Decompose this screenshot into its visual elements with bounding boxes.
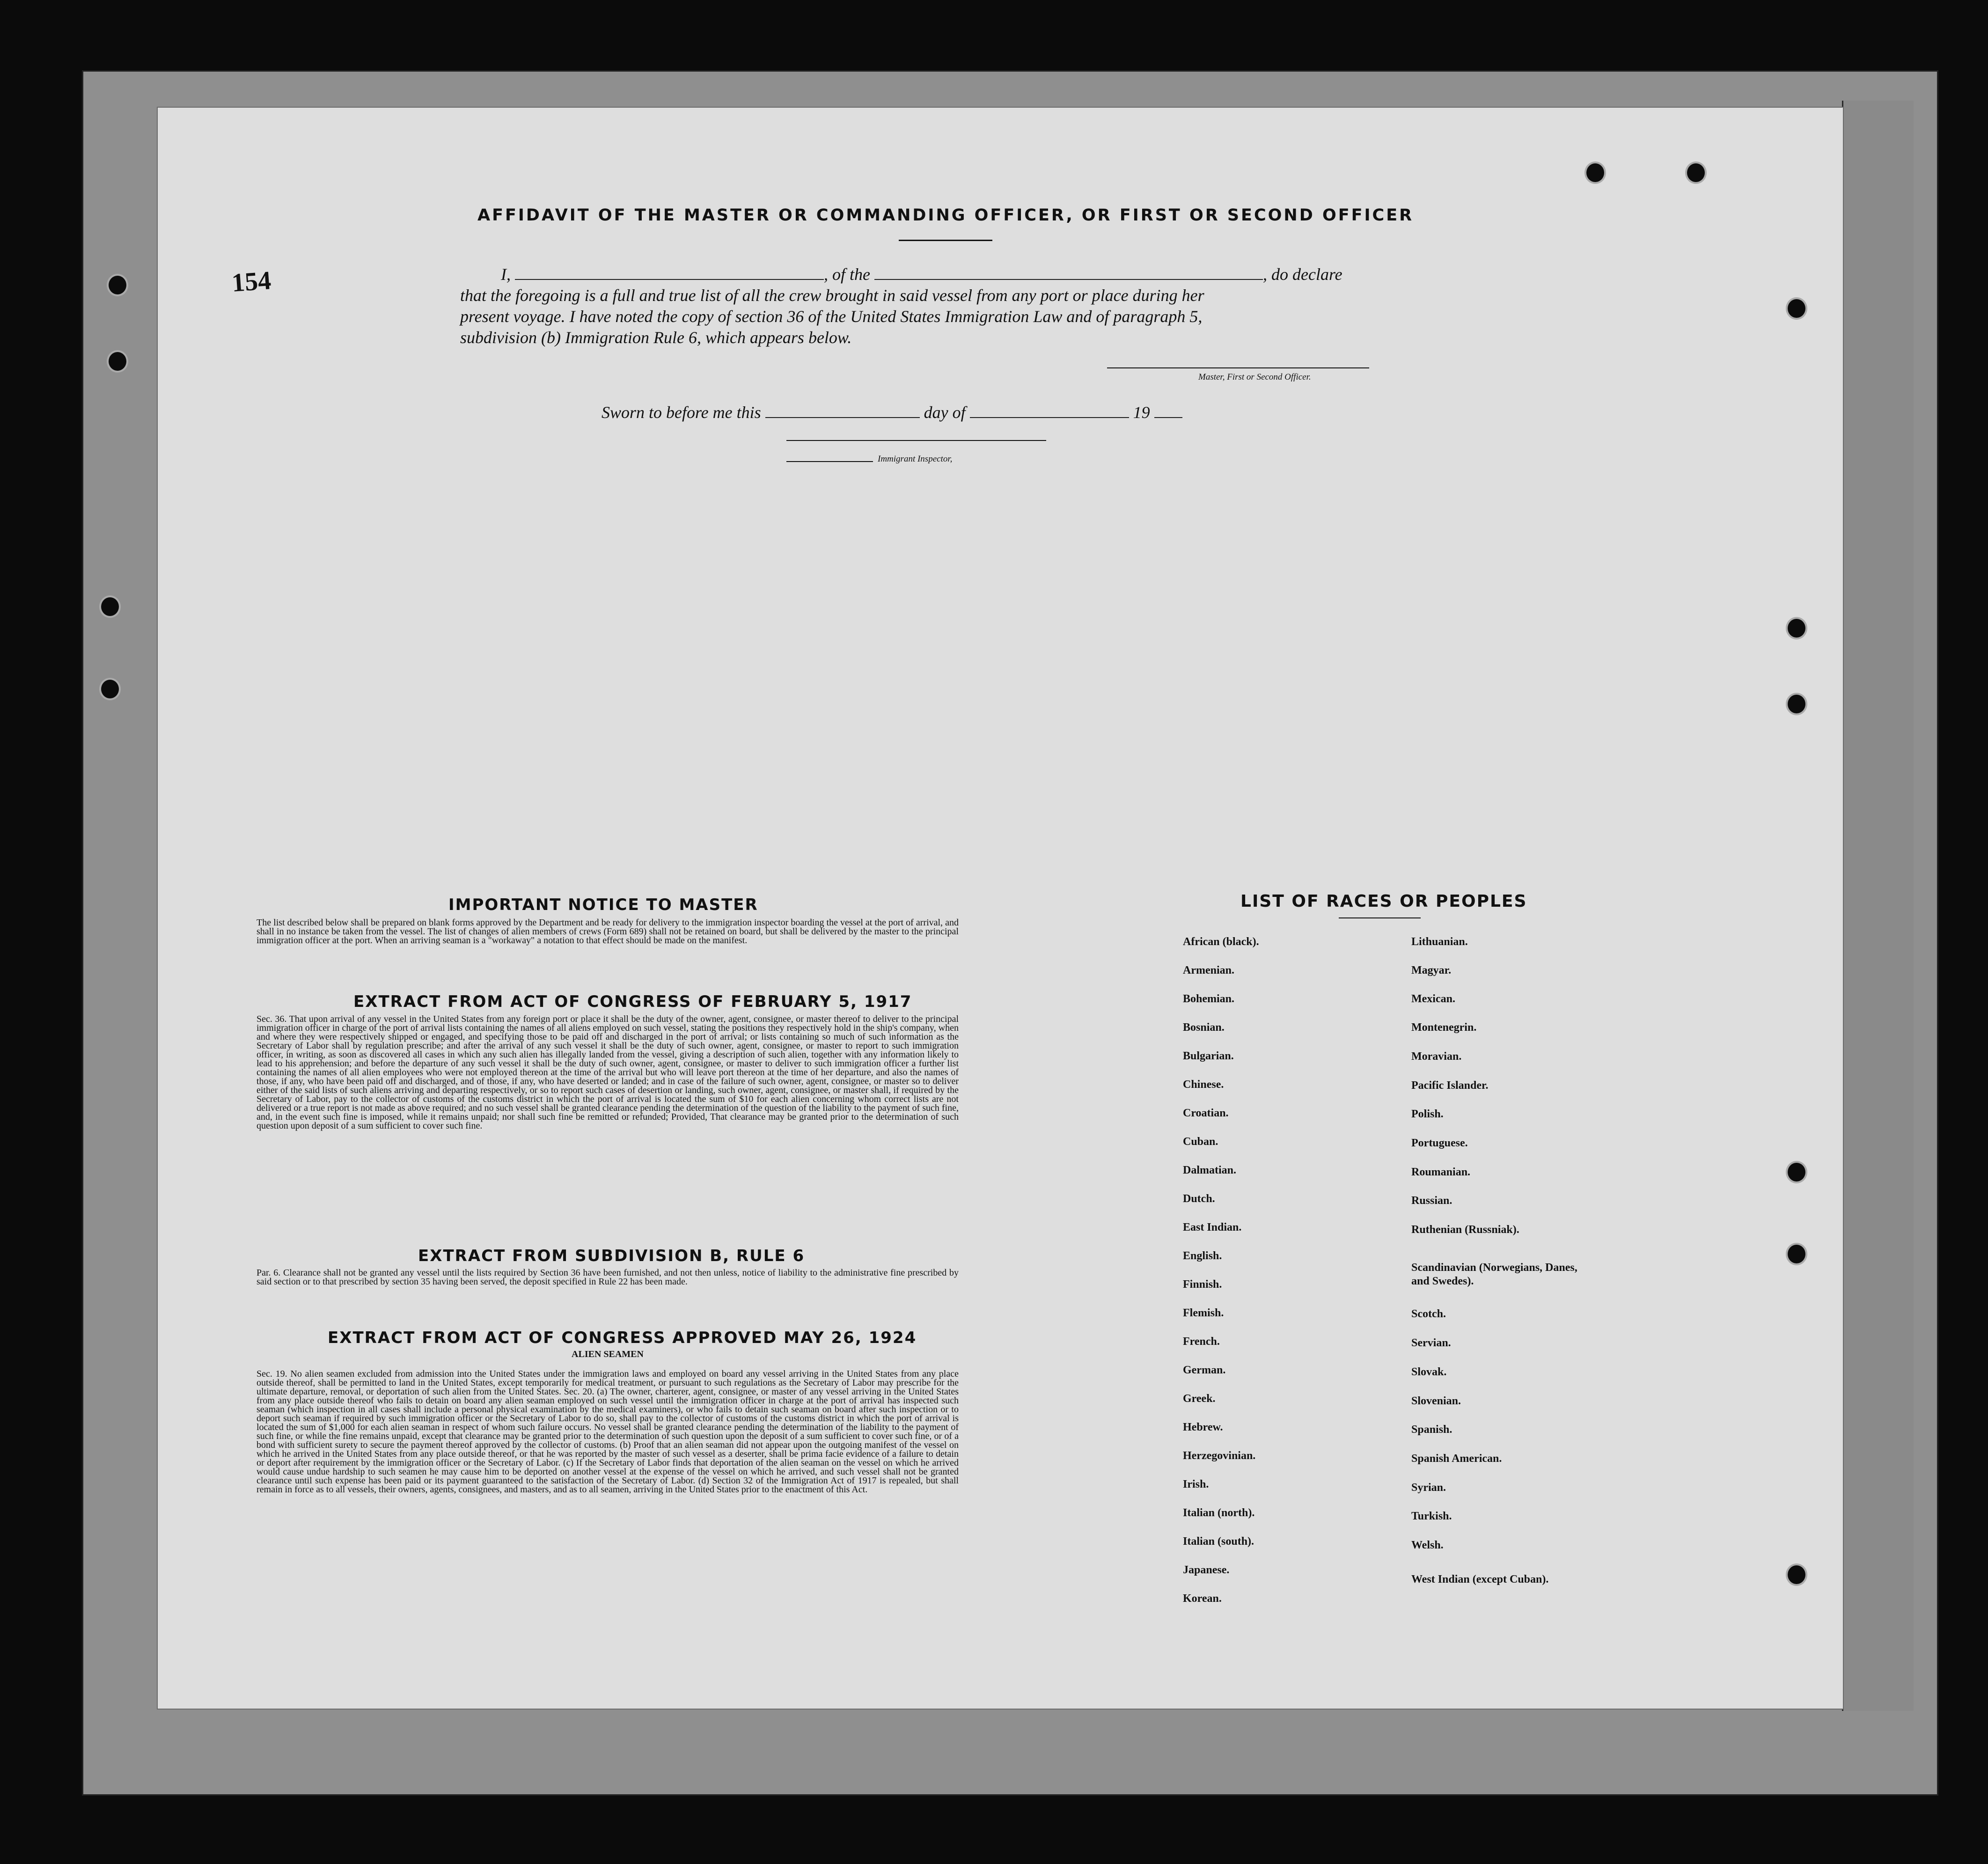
race-item: Irish. <box>1183 1478 1209 1490</box>
race-item: Ruthenian (Russniak). <box>1411 1224 1519 1236</box>
notice-heading: IMPORTANT NOTICE TO MASTER <box>448 895 758 914</box>
race-item: Polish. <box>1411 1108 1444 1120</box>
subdivision-heading: EXTRACT FROM SUBDIVISION B, RULE 6 <box>418 1247 805 1265</box>
race-item: Moravian. <box>1411 1050 1462 1063</box>
binder-hole-icon <box>1786 693 1807 715</box>
sworn-day-of: day of <box>924 403 966 422</box>
race-item: Italian (south). <box>1183 1535 1254 1548</box>
race-item: Dalmatian. <box>1183 1164 1236 1176</box>
notice-text: The list described below shall be prepared on blank forms approved by the Department and be ready for delivery to the immigration inspector boarding the vessel at the port of arrival, and shall in no instance be taken from the vessel. The list of changes of alien members of crews (Form 689) shall not be retained on board, but shall be delivered by the master to the principal immigration officer at the port. When an arriving seaman is a "workaway" a notation to that effect should be made on the manifest. <box>257 917 959 946</box>
inspector-caption: Immigrant Inspector, <box>878 454 953 464</box>
title-underline <box>899 240 992 241</box>
binder-hole-icon <box>99 595 121 618</box>
race-item: Chinese. <box>1183 1079 1224 1091</box>
inspector-line[interactable] <box>786 440 1046 441</box>
race-item: Herzegovinian. <box>1183 1450 1256 1462</box>
race-item: German. <box>1183 1364 1226 1376</box>
race-item: West Indian (except Cuban). <box>1411 1573 1549 1585</box>
race-item: Armenian. <box>1183 964 1234 976</box>
race-item: Portuguese. <box>1411 1137 1468 1149</box>
extract-1917-text: Sec. 36. That upon arrival of any vessel in the United States from any foreign port or place it shall be the duty of the owner, agent, consignee, or master thereof to deliver to the principal immigration officer in charge of the port of arrival lists containing the names of all aliens employed on such vessel, stating the positions they respectively hold in the ship's company, when and where they were respectively shipped or engaged, and specifying those to be paid off and discharged in the port of arrival; or lists containing so much of such information as the Secretary of Labor shall by regulation prescribe; and after the arrival of any such vessel it shall be the duty of such owner, agent, consignee, or master to report to such immigration officer, in writing, as soon as discovered all cases in which any such alien has illegally landed from the vessel, giving a description of such alien, together with any information likely to lead to his apprehension; and before the departure of any such vessel it shall be the duty of such owner, agent, consignee, or master to deliver to such immigration officer a further list containing the names of all alien employees who were not employed thereon at the time of the arrival but who will leave port thereon at the time of her departure, and also the names of those, if any, who have been paid off and discharged, and of those, if any, who have deserted or landed; and in case of the failure of such owner, agent, consignee, or master so to deliver either of the said lists of such aliens arriving and departing respectively, or so to report such cases of desertion or landing, such owner, agent, consignee, or master shall, if required by the Secretary of Labor, pay to the collector of customs of the customs district in which the port of arrival is located the sum of $10 for each alien concerning whom correct lists are not delivered or a true report is not made as above required; and no such vessel shall be granted clearance pending the determination of the question of the liability to the payment of such fine, and, in the event such fine is imposed, while it remains unpaid; nor shall such fine be remitted or refunded; Provided, That clearance may be granted prior to the determination of such question upon deposit of a sum sufficient to cover such fine. <box>257 1014 959 1131</box>
page-edge-strip <box>1842 101 1914 1711</box>
affidavit-i: I, <box>501 265 511 284</box>
signature-caption: Master, First or Second Officer. <box>1198 372 1311 382</box>
affidavit-line-1 <box>501 264 1342 284</box>
race-item: Bohemian. <box>1183 993 1235 1005</box>
extract-1924-heading: EXTRACT FROM ACT OF CONGRESS APPROVED MAY 26, 1924 <box>328 1328 917 1347</box>
extract-1924-text: Sec. 19. No alien seamen excluded from admission into the United States under the immigration laws and employed on board any vessel arriving in the United States from any place outside thereof, shall be permitted to land in the United States, except temporarily for medical treatment, or pursuant to such regulations as the Secretary of Labor may prescribe for the ultimate departure, removal, or deportation of such alien from the United States. Sec. 20. (a) The owner, charterer, agent, consignee, or master of any vessel arriving in the United States from any place outside thereof who fails to detain on board any alien seaman employed on such vessel until the immigration officer in charge at the port of arrival has inspected such seaman (which inspection in all cases shall include a personal physical examination by the medical examiners), or who fails to detain such seaman on board after such inspection or to deport such seaman if required by such immigration officer or the Secretary of Labor to do so, shall pay to the collector of customs of the customs district in which the port of arrival is located the sum of $1,000 for each alien seaman in respect of whom such failure occurs. No vessel shall be granted clearance pending the determination of the liability to the payment of such fine, or while the fine remains unpaid, except that clearance may be granted prior to the determination of such question upon the deposit of a sum sufficient to cover such fine, or of a bond with sufficient surety to secure the payment thereof approved by the collector of customs. (b) Proof that an alien seaman did not appear upon the outgoing manifest of the vessel on which he arrived in the United States from any place outside thereof, or that he was reported by the master of such vessel as a deserter, shall be prima facie evidence of a failure to detain or deport after requirement by the immigration officer or the Secretary of Labor. (c) If the Secretary of Labor finds that deportation of the alien seaman on the vessel on which he arrived would cause undue hardship to such seamen he may cause him to be deported on another vessel at the expense of the vessel on which he arrived, and such vessel shall not be granted clearance until such expense has been paid or its payment guaranteed to the satisfaction of the Secretary of Labor. (d) Section 32 of the Immigration Act of 1917 is repealed, but shall remain in force as to all vessels, their owners, agents, consignees, and masters, and as to all seamen, arriving in the United States prior to the enactment of this Act. <box>257 1369 959 1495</box>
binder-hole-icon <box>1786 1161 1807 1183</box>
stamp-number: 154 <box>230 266 272 298</box>
race-item: Hebrew. <box>1183 1421 1223 1433</box>
binder-hole-icon <box>107 350 128 373</box>
race-item: Pacific Islander. <box>1411 1079 1489 1092</box>
inspector-line-short <box>786 461 873 462</box>
binder-hole-icon <box>1786 617 1807 639</box>
race-item: Welsh. <box>1411 1539 1444 1551</box>
affidavit-title: AFFIDAVIT OF THE MASTER OR COMMANDING OFFICER, OR FIRST OR SECOND OFFICER <box>477 206 1414 225</box>
race-item: Cuban. <box>1183 1136 1218 1148</box>
race-item: Russian. <box>1411 1195 1452 1207</box>
races-heading-underline <box>1339 917 1421 918</box>
extract-1917-heading: EXTRACT FROM ACT OF CONGRESS OF FEBRUARY 5, 1917 <box>353 992 912 1011</box>
day-blank[interactable] <box>765 412 920 418</box>
vessel-blank[interactable] <box>874 274 1263 280</box>
race-item: English. <box>1183 1250 1222 1262</box>
race-item: Slovak. <box>1411 1366 1447 1378</box>
extract-1924-subheading: ALIEN SEAMEN <box>572 1349 644 1359</box>
race-item: Syrian. <box>1411 1482 1446 1494</box>
signature-line[interactable] <box>1107 367 1369 368</box>
sworn-prefix: Sworn to before me this <box>602 403 761 422</box>
race-item: Korean. <box>1183 1592 1222 1605</box>
affidavit-line-2: that the foregoing is a full and true list of all the crew brought in said vessel from any port or place during her <box>460 286 1204 305</box>
race-item: Slovenian. <box>1411 1395 1461 1407</box>
name-blank[interactable] <box>515 274 824 280</box>
race-item: Italian (north). <box>1183 1507 1255 1519</box>
race-item: Finnish. <box>1183 1278 1222 1291</box>
race-item: Servian. <box>1411 1337 1451 1349</box>
race-item: Flemish. <box>1183 1307 1224 1319</box>
race-item: Mexican. <box>1411 993 1455 1005</box>
binder-hole-icon <box>1786 297 1807 320</box>
month-blank[interactable] <box>970 412 1129 418</box>
race-item: Japanese. <box>1183 1564 1230 1576</box>
binder-hole-icon <box>1786 1243 1807 1265</box>
year-blank[interactable] <box>1154 412 1182 418</box>
races-heading: LIST OF RACES OR PEOPLES <box>1240 892 1527 911</box>
affidavit-line-3: present voyage. I have noted the copy of section 36 of the United States Immigration Law and of paragraph 5, <box>460 307 1203 326</box>
affidavit-of-the: , of the <box>824 265 870 284</box>
race-item: Spanish American. <box>1411 1453 1502 1465</box>
race-item: Bosnian. <box>1183 1021 1225 1034</box>
sworn-year: 19 <box>1133 403 1150 422</box>
race-item: Spanish. <box>1411 1424 1452 1436</box>
race-item: Scotch. <box>1411 1308 1446 1320</box>
affidavit-declare: , do declare <box>1262 265 1342 284</box>
race-item: Roumanian. <box>1411 1166 1471 1178</box>
sworn-line <box>602 403 1182 422</box>
race-item: Greek. <box>1183 1393 1216 1405</box>
race-item: East Indian. <box>1183 1221 1242 1233</box>
race-item: Turkish. <box>1411 1510 1452 1522</box>
binder-hole-icon <box>1786 1563 1807 1586</box>
race-item: Magyar. <box>1411 964 1452 976</box>
race-item: Montenegrin. <box>1411 1021 1477 1034</box>
race-item: Bulgarian. <box>1183 1050 1234 1062</box>
subdivision-text: Par. 6. Clearance shall not be granted any vessel until the lists required by Section 36 have been furnished, and not then unless, notice of liability to the administrative fine prescribed by said section or to that prescribed by section 35 having been served, the deposit specified in Rule 22 has been made. <box>257 1268 959 1287</box>
race-item: Lithuanian. <box>1411 936 1468 948</box>
race-item: African (black). <box>1183 936 1259 948</box>
affidavit-line-4: subdivision (b) Immigration Rule 6, which appears below. <box>460 328 852 347</box>
race-item: Croatian. <box>1183 1107 1229 1119</box>
race-item: French. <box>1183 1336 1220 1348</box>
binder-hole-icon <box>107 274 128 296</box>
race-item: Dutch. <box>1183 1193 1215 1205</box>
binder-hole-icon <box>99 678 121 700</box>
binder-hole-icon <box>1685 161 1707 184</box>
race-item: Scandinavian (Norwegians, Danes, and Swedes). <box>1411 1262 1577 1287</box>
binder-hole-icon <box>1585 161 1606 184</box>
